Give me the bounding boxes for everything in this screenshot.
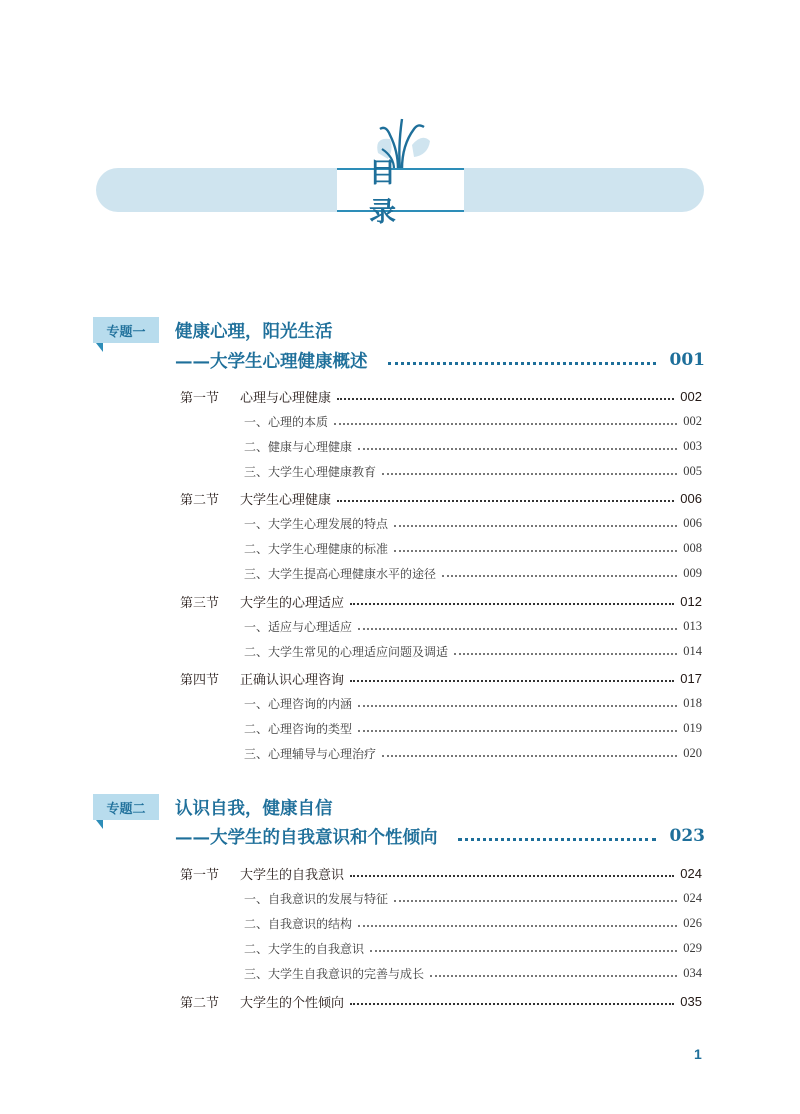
dot-leader bbox=[358, 705, 677, 707]
section-row[interactable] bbox=[180, 668, 702, 688]
item-page: 013 bbox=[683, 618, 702, 633]
item-title: 三、大学生提高心理健康水平的途径 bbox=[244, 566, 437, 581]
item-page: 020 bbox=[683, 745, 702, 760]
section-page: 017 bbox=[680, 670, 702, 686]
section-title: 心理与心理健康 bbox=[240, 390, 332, 406]
section-page: 006 bbox=[680, 490, 702, 506]
section-row[interactable] bbox=[180, 991, 702, 1011]
item-page: 006 bbox=[683, 515, 702, 530]
item-title: 一、适应与心理适应 bbox=[244, 619, 353, 634]
item-title: 三、心理辅导与心理治疗 bbox=[244, 746, 377, 761]
topic-title: 认识自我，健康自信 bbox=[175, 799, 333, 819]
toc-item[interactable] bbox=[244, 437, 702, 455]
section-row[interactable] bbox=[180, 591, 702, 611]
topic-subtitle-row[interactable] bbox=[175, 824, 705, 848]
dot-leader bbox=[394, 525, 677, 527]
item-page: 002 bbox=[683, 413, 702, 428]
dot-leader bbox=[337, 398, 674, 400]
toc-item[interactable] bbox=[244, 514, 702, 532]
dot-leader bbox=[358, 925, 677, 927]
section-title: 大学生的心理适应 bbox=[240, 595, 345, 611]
toc-item[interactable] bbox=[244, 617, 702, 635]
item-page: 014 bbox=[683, 643, 702, 658]
item-title: 三、大学生心理健康教育 bbox=[244, 464, 377, 479]
section-page: 012 bbox=[680, 593, 702, 609]
item-page: 005 bbox=[683, 463, 702, 478]
dot-leader bbox=[337, 500, 674, 502]
dot-leader bbox=[454, 653, 677, 655]
topic-title: 健康心理，阳光生活 bbox=[175, 322, 333, 342]
item-page: 009 bbox=[683, 565, 702, 580]
toc-item[interactable] bbox=[244, 539, 702, 557]
item-title: 三、大学生自我意识的完善与成长 bbox=[244, 966, 425, 981]
toc-item[interactable] bbox=[244, 412, 702, 430]
item-page: 026 bbox=[683, 915, 702, 930]
section-page: 002 bbox=[680, 388, 702, 404]
toc-item[interactable] bbox=[244, 964, 702, 982]
dot-leader bbox=[358, 730, 677, 732]
item-page: 029 bbox=[683, 940, 702, 955]
item-title: 一、自我意识的发展与特征 bbox=[244, 891, 389, 906]
dot-leader bbox=[394, 550, 677, 552]
section-title: 大学生的自我意识 bbox=[240, 867, 345, 883]
dot-leader bbox=[358, 628, 677, 630]
item-title: 一、心理咨询的内涵 bbox=[244, 696, 353, 711]
dot-leader bbox=[370, 950, 677, 952]
page-title: 目录 bbox=[369, 158, 428, 228]
item-page: 019 bbox=[683, 720, 702, 735]
item-page: 003 bbox=[683, 438, 702, 453]
section-title: 大学生心理健康 bbox=[240, 492, 332, 508]
toc-item[interactable] bbox=[244, 889, 702, 907]
title-box bbox=[337, 158, 464, 228]
section-label: 第一节 bbox=[180, 390, 220, 406]
dot-leader bbox=[334, 423, 677, 425]
section-page: 024 bbox=[680, 865, 702, 881]
toc-item[interactable] bbox=[244, 642, 702, 660]
dot-leader bbox=[394, 900, 677, 902]
section-row[interactable] bbox=[180, 863, 702, 883]
section-row[interactable] bbox=[180, 488, 702, 508]
toc-header bbox=[0, 0, 800, 260]
topic-subtitle: ——大学生心理健康概述 bbox=[175, 351, 368, 372]
item-title: 二、大学生常见的心理适应问题及调适 bbox=[244, 644, 449, 659]
section-row[interactable] bbox=[180, 386, 702, 406]
toc-item[interactable] bbox=[244, 462, 702, 480]
page-number: 1 bbox=[694, 1046, 702, 1062]
section-label: 第三节 bbox=[180, 595, 220, 611]
dot-leader bbox=[382, 755, 677, 757]
item-title: 二、心理咨询的类型 bbox=[244, 721, 353, 736]
item-title: 二、健康与心理健康 bbox=[244, 439, 353, 454]
toc-item[interactable] bbox=[244, 744, 702, 762]
topic-tag: 专题二 bbox=[93, 794, 159, 820]
section-label: 第四节 bbox=[180, 672, 220, 688]
section-title: 大学生的个性倾向 bbox=[240, 995, 345, 1011]
item-title: 二、大学生心理健康的标准 bbox=[244, 541, 389, 556]
section-label: 第二节 bbox=[180, 995, 220, 1011]
dot-leader bbox=[388, 362, 656, 365]
topic-tag: 专题一 bbox=[93, 317, 159, 343]
topic-page: 001 bbox=[669, 350, 705, 370]
item-title: 一、心理的本质 bbox=[244, 414, 329, 429]
dot-leader bbox=[430, 975, 677, 977]
topic-subtitle-row[interactable] bbox=[175, 348, 705, 372]
dot-leader bbox=[350, 1003, 674, 1005]
topic-page: 023 bbox=[669, 826, 705, 846]
toc-item[interactable] bbox=[244, 719, 702, 737]
section-page: 035 bbox=[680, 993, 702, 1009]
toc-item[interactable] bbox=[244, 939, 702, 957]
item-page: 024 bbox=[683, 890, 702, 905]
dot-leader bbox=[350, 680, 674, 682]
toc-item[interactable] bbox=[244, 564, 702, 582]
toc-item[interactable] bbox=[244, 914, 702, 932]
dot-leader bbox=[458, 838, 656, 841]
section-label: 第一节 bbox=[180, 867, 220, 883]
section-title: 正确认识心理咨询 bbox=[240, 672, 345, 688]
dot-leader bbox=[382, 473, 677, 475]
item-page: 018 bbox=[683, 695, 702, 710]
dot-leader bbox=[350, 603, 674, 605]
item-page: 034 bbox=[683, 965, 702, 980]
item-title: 一、大学生心理发展的特点 bbox=[244, 516, 389, 531]
topic-subtitle: ——大学生的自我意识和个性倾向 bbox=[175, 827, 438, 848]
toc-item[interactable] bbox=[244, 694, 702, 712]
dot-leader bbox=[358, 448, 677, 450]
item-page: 008 bbox=[683, 540, 702, 555]
item-title: 二、自我意识的结构 bbox=[244, 916, 353, 931]
dot-leader bbox=[350, 875, 674, 877]
dot-leader bbox=[442, 575, 677, 577]
item-title: 二、大学生的自我意识 bbox=[244, 941, 365, 956]
section-label: 第二节 bbox=[180, 492, 220, 508]
